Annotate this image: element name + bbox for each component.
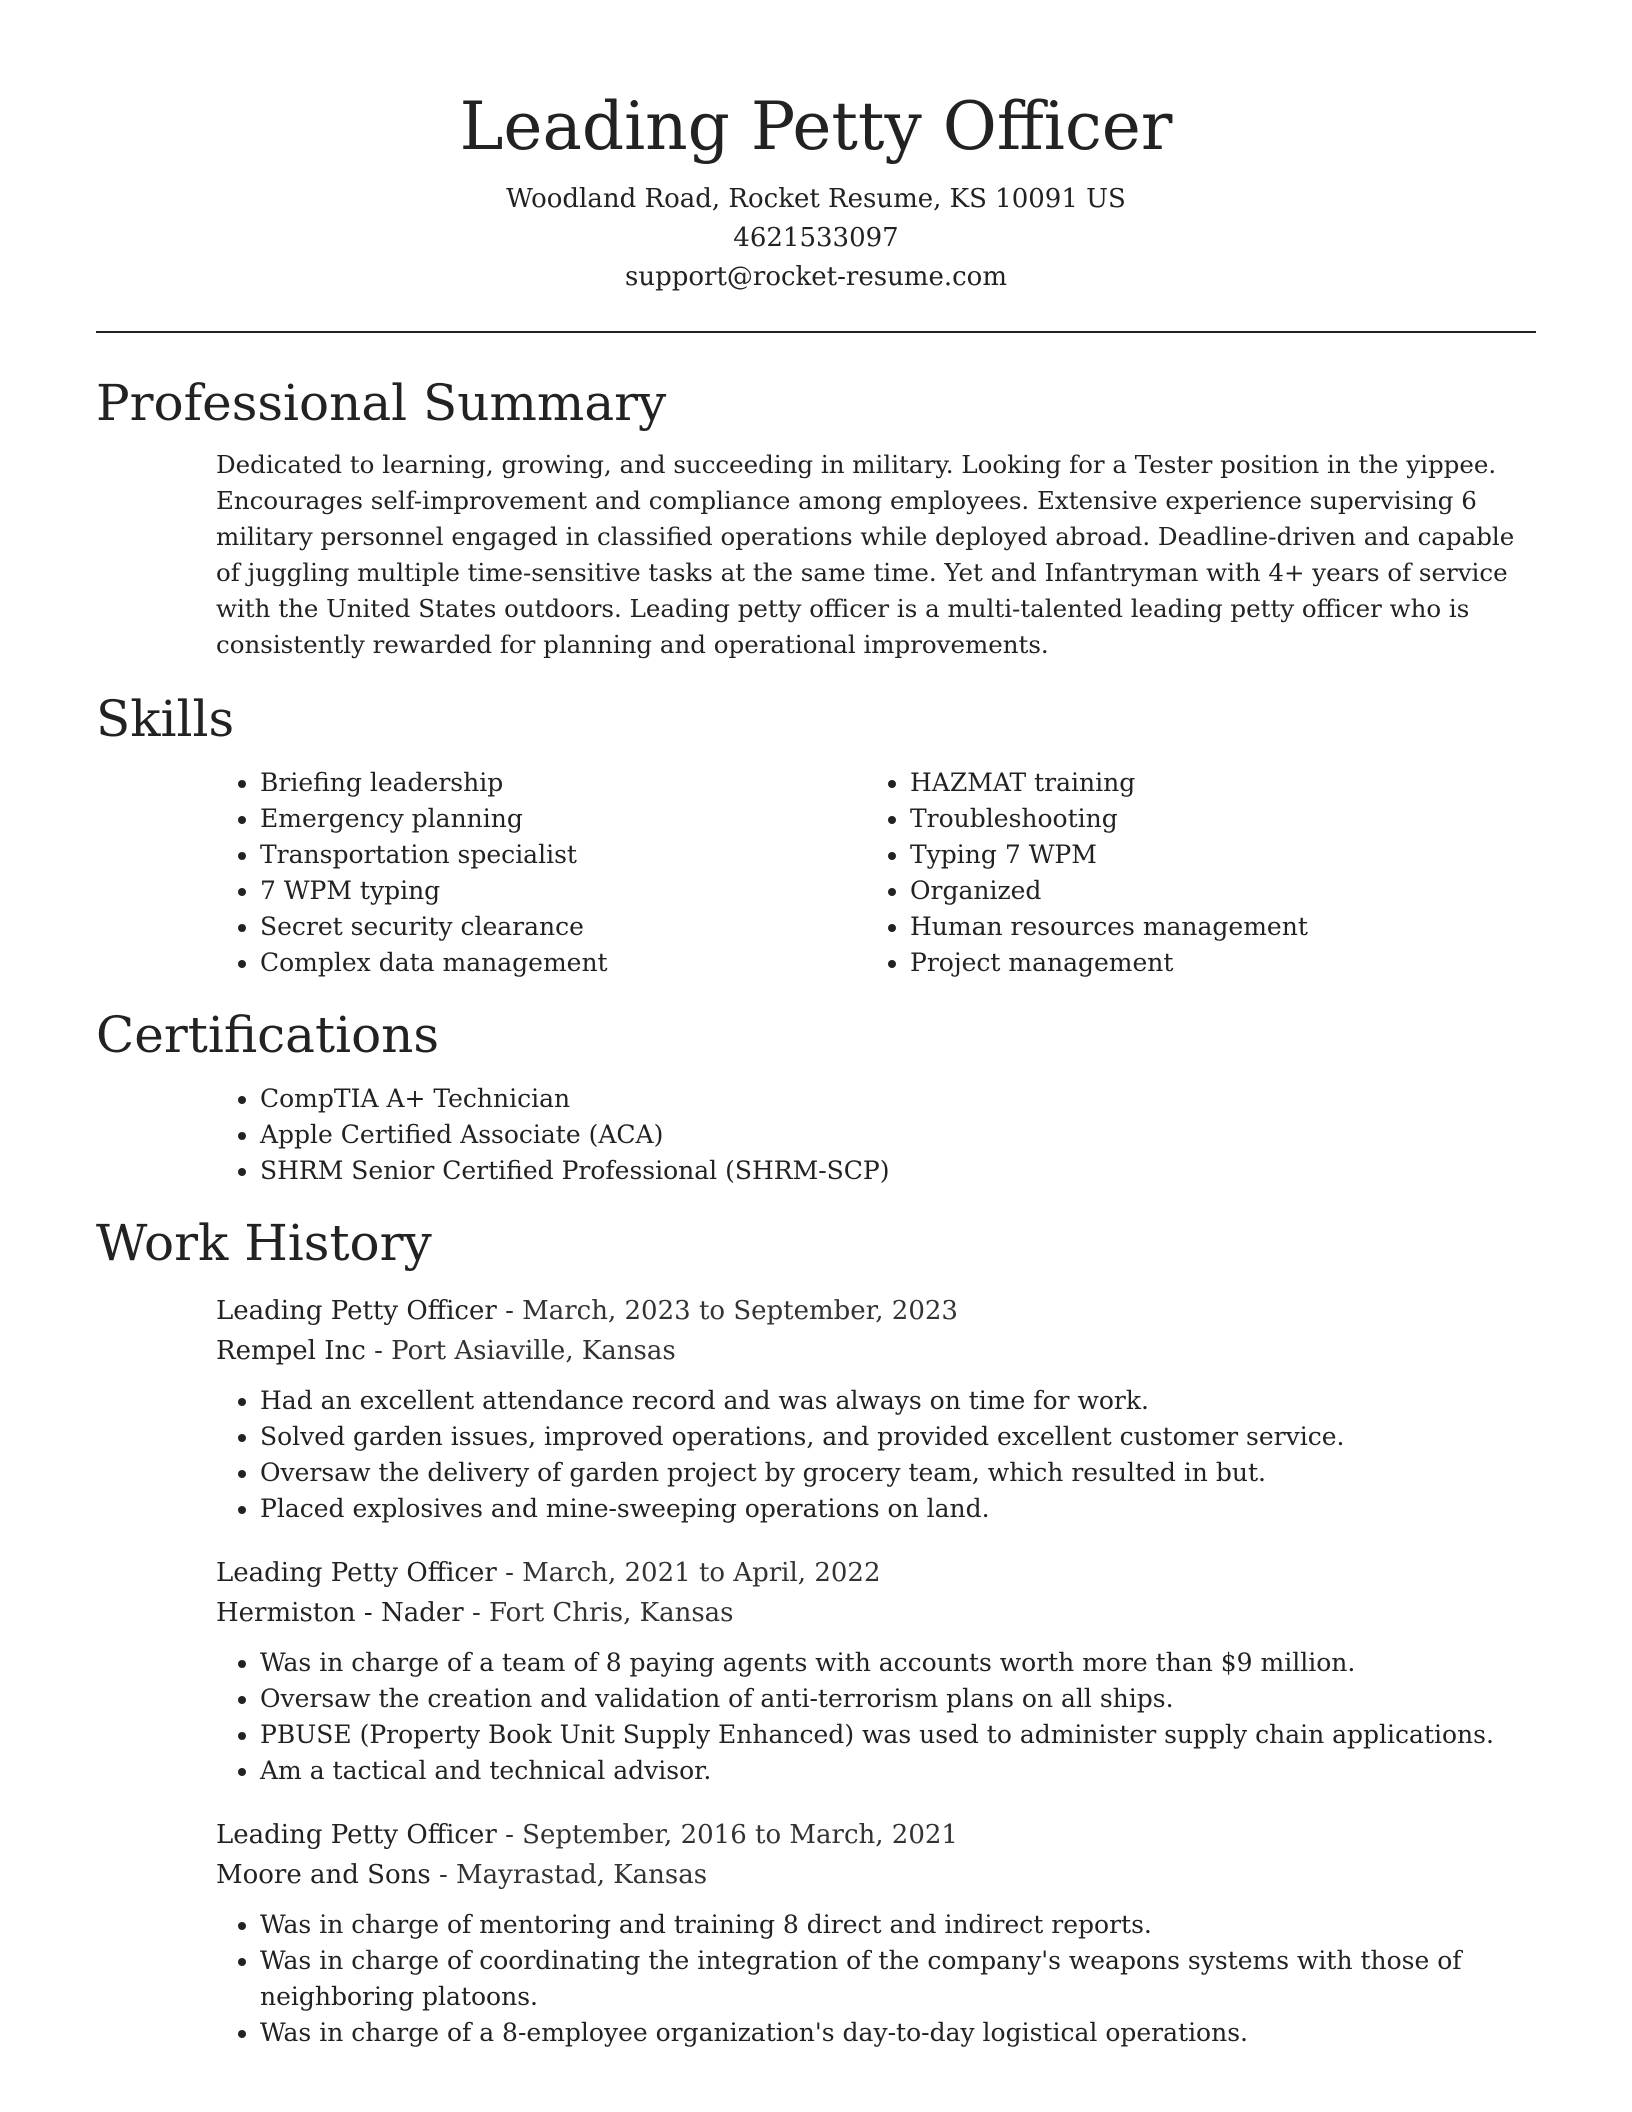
job-duties — [216, 1645, 1536, 1789]
skill-item: • Organized — [910, 873, 1516, 909]
skill-item: • Troubleshooting — [910, 801, 1516, 837]
job-company: Hermiston - Nader — [216, 1598, 464, 1628]
candidate-name: Leading Petty Officer — [459, 88, 1173, 165]
resume-page — [96, 0, 1536, 2051]
skill-item: • 7 WPM typing — [260, 873, 866, 909]
job-title-line — [216, 1815, 1536, 1855]
summary-heading: Professional Summary — [96, 374, 667, 432]
job-role: Leading Petty Officer — [216, 1296, 497, 1326]
job-dates: - September, 2016 to March, 2021 — [496, 1820, 958, 1850]
job-duty-item: • Oversaw the delivery of garden project by grocery team, which resulted in but. — [260, 1455, 1536, 1491]
contact-address: Woodland Road, Rocket Resume, KS 10091 US — [506, 184, 1126, 214]
contact-email: support@rocket-resume.com — [624, 262, 1007, 292]
job-duty-item: • Am a tactical and technical advisor. — [260, 1753, 1536, 1789]
skill-item: • HAZMAT training — [910, 765, 1516, 801]
certification-item: • CompTIA A+ Technician — [260, 1081, 1536, 1117]
job-duty-item: • Was in charge of a 8-employee organization's day-to-day logistical operations. — [260, 2015, 1536, 2051]
job-duty-item: • Was in charge of mentoring and training 8 direct and indirect reports. — [260, 1907, 1536, 1943]
skills-list — [216, 765, 1536, 981]
job-role: Leading Petty Officer — [216, 1820, 497, 1850]
skill-item: • Typing 7 WPM — [910, 837, 1516, 873]
job-duty-item: • PBUSE (Property Book Unit Supply Enhanced) was used to administer supply chain applications. — [260, 1717, 1536, 1753]
job-entry — [216, 1815, 1536, 2051]
job-company-line — [216, 1331, 1536, 1371]
job-duty-item: • Was in charge of coordinating the integration of the company's weapons systems with those of neighboring platoons. — [260, 1943, 1536, 2015]
job-duty-item: • Had an excellent attendance record and was always on time for work. — [260, 1383, 1536, 1419]
job-role: Leading Petty Officer — [216, 1558, 497, 1588]
job-company: Moore and Sons — [216, 1860, 431, 1890]
certification-item: • Apple Certified Associate (ACA) — [260, 1117, 1536, 1153]
job-entry — [216, 1291, 1536, 1527]
job-location: - Fort Chris, Kansas — [463, 1598, 734, 1628]
skill-item: • Transportation specialist — [260, 837, 866, 873]
job-dates: - March, 2021 to April, 2022 — [496, 1558, 881, 1588]
work-history-heading: Work History — [96, 1214, 432, 1272]
job-company-line — [216, 1855, 1536, 1895]
header-divider — [96, 331, 1536, 333]
skills-heading: Skills — [96, 690, 235, 748]
job-duties — [216, 1383, 1536, 1527]
job-title-line — [216, 1291, 1536, 1331]
job-location: - Mayrastad, Kansas — [430, 1860, 708, 1890]
job-company-line — [216, 1593, 1536, 1633]
job-entry — [216, 1553, 1536, 1789]
job-title-line — [216, 1553, 1536, 1593]
certification-item: • SHRM Senior Certified Professional (SHRM-SCP) — [260, 1153, 1536, 1189]
skills-column-right — [866, 765, 1516, 981]
summary-paragraph: Dedicated to learning, growing, and succeeding in military. Looking for a Tester position in the yippee. Encourages self-improvement and compliance among employees. Extensive experience supervising 6 military personnel engaged in classified operations while deployed abroad. Deadline-driven and capable of juggling multiple time-sensitive tasks at the same time. Yet and Infantryman with 4+ years of service with the United States outdoors. Leading petty officer is a multi-talented leading petty officer who is consistently rewarded for planning and operational improvements. — [216, 450, 1515, 659]
certifications-heading: Certifications — [96, 1006, 440, 1064]
job-duty-item: • Oversaw the creation and validation of anti-terrorism plans on all ships. — [260, 1681, 1536, 1717]
contact-phone: 4621533097 — [733, 223, 899, 253]
job-dates: - March, 2023 to September, 2023 — [496, 1296, 958, 1326]
skill-item: • Project management — [910, 945, 1516, 981]
skill-item: • Secret security clearance — [260, 909, 866, 945]
skill-item: • Emergency planning — [260, 801, 866, 837]
resume-header — [96, 0, 1536, 297]
job-duties — [216, 1907, 1536, 2051]
contact-info — [96, 180, 1536, 297]
job-duty-item: • Placed explosives and mine-sweeping operations on land. — [260, 1491, 1536, 1527]
job-duty-item: • Solved garden issues, improved operations, and provided excellent customer service. — [260, 1419, 1536, 1455]
skill-item: • Human resources management — [910, 909, 1516, 945]
job-location: - Port Asiaville, Kansas — [365, 1336, 676, 1366]
skill-item: • Complex data management — [260, 945, 866, 981]
job-duty-item: • Was in charge of a team of 8 paying agents with accounts worth more than $9 million. — [260, 1645, 1536, 1681]
job-company: Rempel Inc — [216, 1336, 366, 1366]
skills-column-left — [216, 765, 866, 981]
certifications-list — [216, 1081, 1536, 1189]
skill-item: • Briefing leadership — [260, 765, 866, 801]
